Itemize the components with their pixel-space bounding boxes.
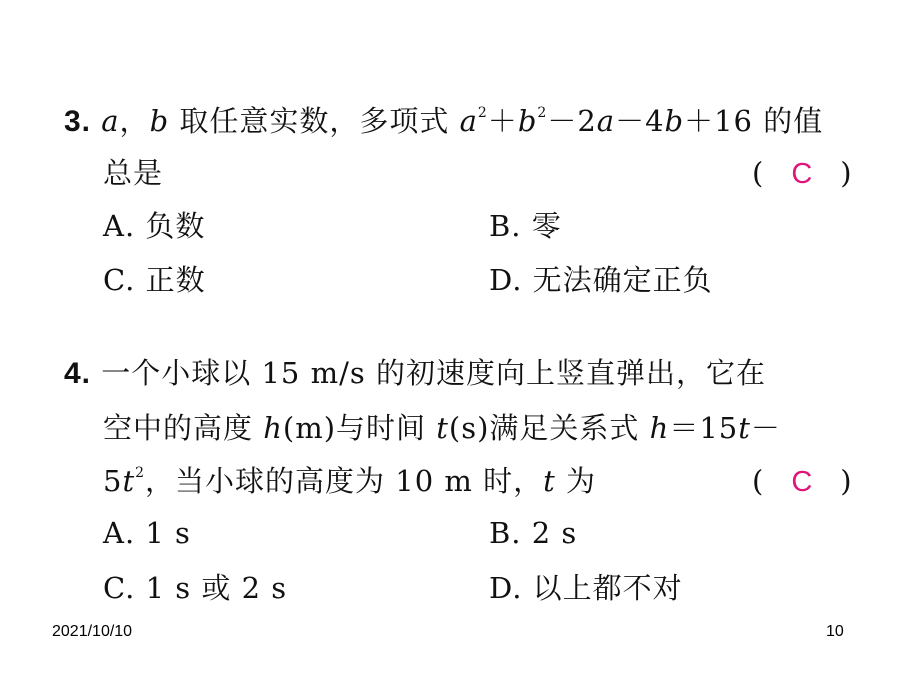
q3-exp-b: 2 — [537, 105, 548, 121]
q3-poly-rest3: ＋16 的值 — [684, 104, 824, 138]
q4-option-d: D. 以上都不对 — [489, 571, 683, 605]
q3-answer-open: ( — [752, 156, 764, 190]
q3-text1: 取任意实数，多项式 — [169, 104, 460, 138]
q4-line2 — [103, 410, 781, 446]
q3-comma: ， — [119, 104, 150, 138]
q4-l2-h: h — [263, 411, 283, 445]
footer-date: 2021/10/10 — [52, 623, 133, 640]
q4-line1-text: 一个小球以 15 m/s 的初速度向上竖直弹出，它在 — [101, 356, 766, 390]
q4-l2-part1: 空中的高度 — [103, 411, 264, 445]
q3-answer-close: ) — [840, 156, 852, 190]
q3-number: 3. — [64, 105, 92, 138]
q4-l3-exp: 2 — [135, 465, 146, 481]
q3-option-a: A. 负数 — [103, 209, 206, 243]
q4-l3-t: t — [122, 464, 136, 498]
q4-l2-h2: h — [649, 411, 670, 445]
q4-l3-part1: ，当小球的高度为 10 m 时， — [145, 464, 544, 498]
q4-option-a: A. 1 s — [103, 516, 191, 550]
q4-l3-part2: 为 — [555, 464, 596, 498]
q3-option-c: C. 正数 — [103, 263, 206, 297]
q3-poly-b: b — [517, 104, 538, 138]
q4-answer-open: ( — [752, 464, 764, 498]
q3-answer-box — [752, 155, 852, 192]
q3-option-d: D. 无法确定正负 — [489, 263, 713, 297]
q3-var-a: a — [101, 104, 120, 138]
q3-option-b: B. 零 — [489, 209, 562, 243]
q4-l2-part2: (m)与时间 — [282, 411, 437, 445]
q3-var-b: b — [149, 104, 170, 138]
q4-l2-part4: ＝15 — [669, 411, 739, 445]
footer-page-number: 10 — [826, 623, 844, 640]
q3-poly-rest2: －4 — [615, 104, 665, 138]
q4-answer-close: ) — [840, 464, 852, 498]
q4-option-c: C. 1 s 或 2 s — [103, 571, 288, 605]
q4-answer: C — [791, 466, 813, 498]
q3-poly-rest1: －2 — [547, 104, 597, 138]
q3-answer: C — [791, 158, 813, 190]
q4-line1 — [64, 355, 766, 392]
q4-l2-t: t — [436, 411, 449, 445]
q4-l2-part5: － — [750, 411, 781, 445]
q3-line2: 总是 — [103, 156, 164, 190]
q3-plus: ＋ — [487, 104, 518, 138]
q4-option-b: B. 2 s — [489, 516, 578, 550]
q3-exp-a: 2 — [477, 105, 488, 121]
q4-number: 4. — [64, 357, 92, 390]
q3-line1 — [64, 103, 823, 140]
q3-poly-a: a — [459, 104, 478, 138]
q4-line3 — [103, 463, 596, 499]
q4-answer-box — [752, 463, 852, 500]
q4-l2-part3: (s)满足关系式 — [448, 411, 650, 445]
q4-l2-t2: t — [738, 411, 751, 445]
q3-poly-b2: b — [664, 104, 685, 138]
q3-poly-a2: a — [596, 104, 616, 138]
q4-l3-t2: t — [543, 464, 556, 498]
q4-l3-five: 5 — [103, 464, 123, 498]
